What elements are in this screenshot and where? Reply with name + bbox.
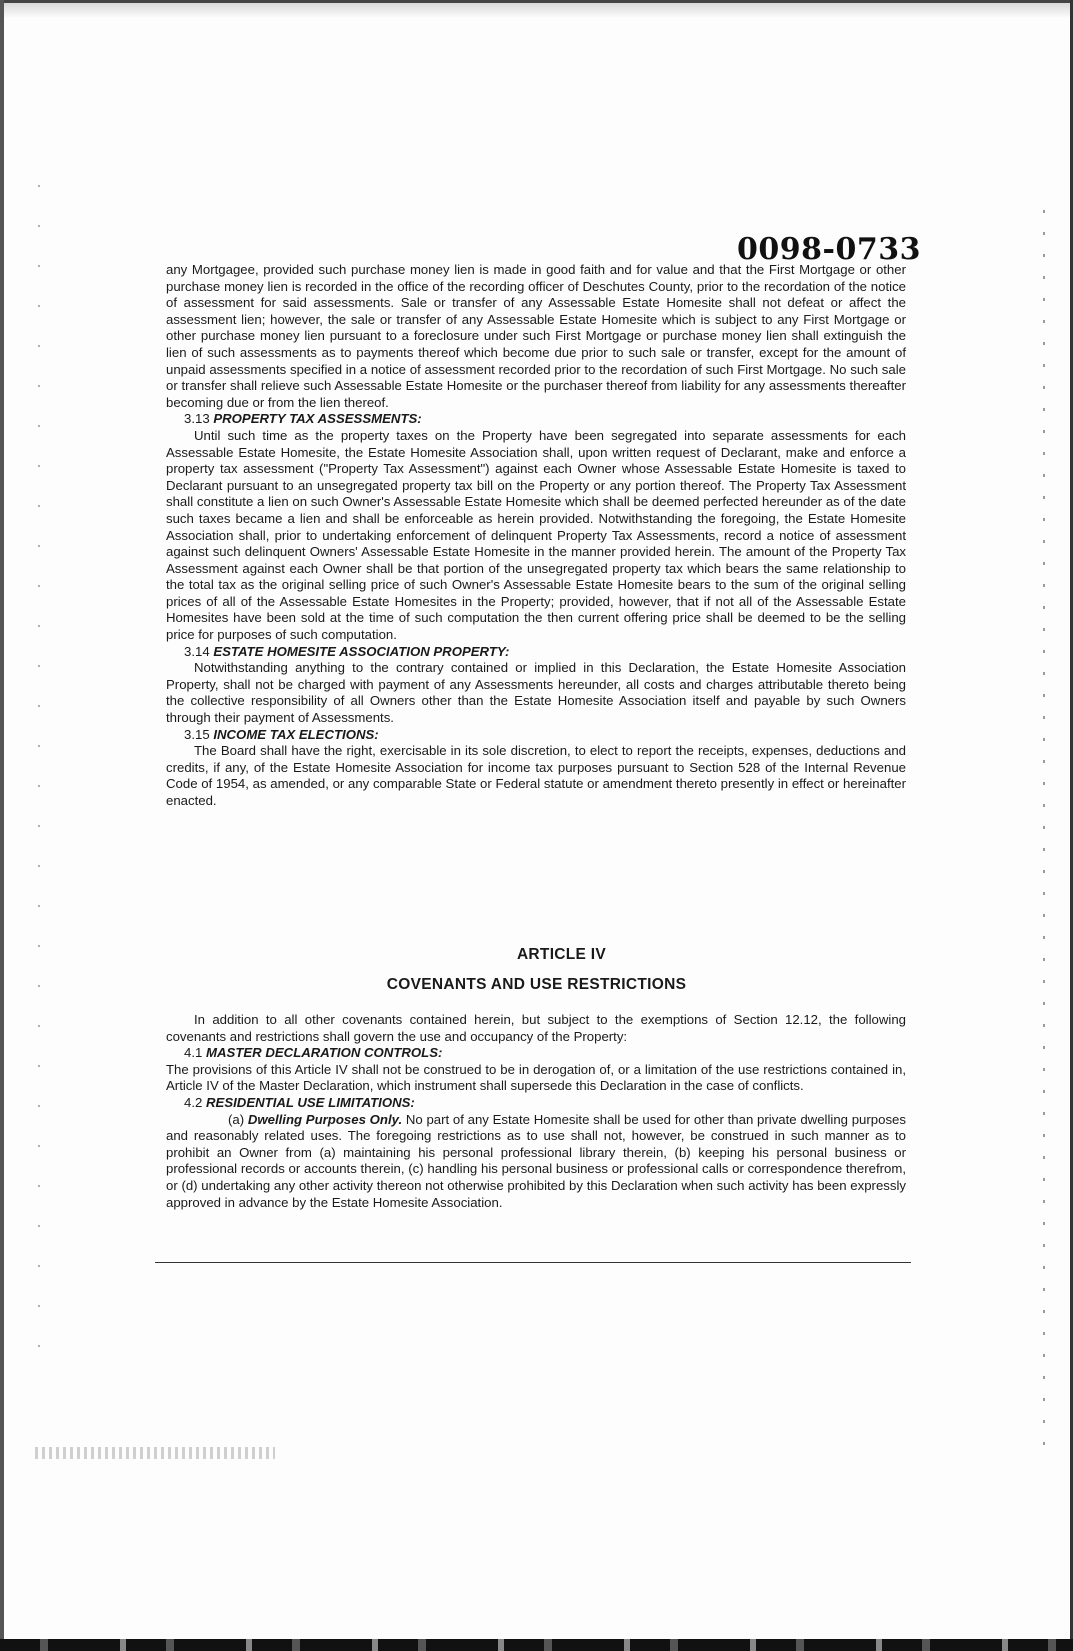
- upper-text-block: [166, 262, 906, 810]
- section-number: 4.1: [184, 1045, 203, 1061]
- scan-noise-left: [38, 185, 40, 1385]
- section-number: 3.13: [184, 411, 210, 427]
- lower-text-block: [166, 1012, 906, 1211]
- continuation-paragraph: any Mortgagee, provided such purchase money lien is made in good faith and for value and that the First Mortgage or other purchase money lien is recorded in the office of the recording officer of Deschutes County, prior to the recordation of the notice of assessment for said assessments. Sale or transfer of any Assessable Estate Homesite shall not defeat or affect the assessment lien; however, the sale or transfer of any Assessable Estate Homesite which is subject to any First Mortgage or other purchase money lien pursuant to a foreclosure under such First Mortgage or purchase money lien shall extinguish the lien of such assessments as to payments thereof which become due prior to such sale or transfer, except for the amount of unpaid assessments specified in a notice of assessment recorded prior to the recordation of such First Mortgage. No such sale or transfer shall relieve such Assessable Estate Homesite or the purchaser thereof from liability for any assessments thereafter becoming due or from the lien thereof.: [166, 262, 906, 410]
- subparagraph-title: Dwelling Purposes Only.: [247, 1111, 403, 1127]
- section-heading-4-2: [166, 1095, 906, 1112]
- subparagraph-text: No part of any Estate Homesite shall be used for other than private dwelling purposes and reasonably related uses. The foregoing restrictions as to use shall not, however, be construed in such manner as to prohibit an Owner from (a) maintaining his personal professional library therein, (b) keeping his personal business or professional records or accounts therein, (c) handling his personal business or professional calls or correspondence therefrom, or (d) undertaking any other activity thereon not otherwise prohibited by this Declaration when such activity has been expressly approved in advance by the Estate Homesite Association.: [166, 1111, 906, 1210]
- subparagraph-4-2-a: [166, 1112, 906, 1212]
- section-number: 4.2: [184, 1094, 203, 1110]
- article-subtitle: COVENANTS AND USE RESTRICTIONS: [386, 976, 687, 993]
- section-title: INCOME TAX ELECTIONS:: [213, 726, 379, 742]
- section-text-3-15: The Board shall have the right, exercisable in its sole discretion, to elect to report the receipts, expenses, deductions and credits, if any, of the Estate Homesite Association for income tax purposes pursuant to Section 528 of the Internal Revenue Code of 1954, as amended, or any comparable State or Federal statute or amendment thereto presently in effect or hereinafter enacted.: [166, 743, 906, 808]
- bottom-rule: [155, 1262, 911, 1263]
- section-text-3-14: Notwithstanding anything to the contrary contained or implied in this Declaration, the Estate Homesite Association Property, shall not be charged with payment of any Assessments hereunder, all costs and charges attributable thereto being the collective responsibility of all Owners other than the Estate Homesite Association itself and payable by such Owners through their payment of Assessments.: [166, 660, 906, 726]
- section-heading-3-15: [166, 727, 906, 744]
- section-text-4-1: The provisions of this Article IV shall not be construed to be in derogation of, or a limitation of the use restrictions contained in, Article IV of the Master Declaration, which instrument shall supersede this Declaration in the case of conflicts.: [166, 1061, 906, 1094]
- section-number: 3.14: [184, 643, 210, 659]
- document-number: 0098-0733: [737, 232, 921, 267]
- subparagraph-label: (a): [228, 1111, 245, 1127]
- scan-noise-right: [1043, 210, 1045, 1460]
- article-title: [0, 946, 1073, 964]
- scan-smudge: [35, 1447, 275, 1459]
- scan-edge-bottom: [0, 1639, 1073, 1651]
- section-heading-3-14: [166, 644, 906, 661]
- article-title-text: ARTICLE IV: [516, 946, 607, 963]
- article-intro: In addition to all other covenants contained herein, but subject to the exemptions of Section 12.12, the following covenants and restrictions shall govern the use and occupancy of the Property:: [166, 1012, 906, 1044]
- section-number: 3.15: [184, 726, 210, 742]
- section-title: RESIDENTIAL USE LIMITATIONS:: [206, 1094, 415, 1110]
- scan-edge-top: [0, 0, 1073, 19]
- section-heading-4-1: [166, 1045, 906, 1062]
- section-heading-3-13: [166, 411, 906, 428]
- section-title: ESTATE HOMESITE ASSOCIATION PROPERTY:: [213, 643, 510, 659]
- scan-edge-left: [0, 0, 4, 1651]
- section-text-3-13: Until such time as the property taxes on the Property have been segregated into separate assessments for each Assessable Estate Homesite, the Estate Homesite Association shall, upon written request of Declarant, make and enforce a property tax assessment ("Property Tax Assessment") against each Owner whose Assessable Estate Homesite is taxed to Declarant pursuant to an unsegregated property tax bill on the Property or any portion thereof. The Property Tax Assessment shall constitute a lien on such Owner's Assessable Estate Homesite which shall be deemed perfected hereunder as of the date such taxes became a lien and shall be enforceable as herein provided. Notwithstanding the foregoing, the Estate Homesite Association shall, prior to undertaking enforcement of delinquent Property Tax Assessments, record a notice of assessment against such delinquent Owners' Assessable Estate Homesite in the manner provided herein. The amount of the Property Tax Assessment against each Owner shall be that portion of the unsegregated property tax which bears the same relationship to the total tax as the original selling price of such Owner's Assessable Estate Homesite bears to the sum of the original selling prices of all of the Assessable Estate Homesites in the Property; provided, however, that if not all of the Assessable Estate Homesites have been sold at the time of such computation the then current offering price shall be deemed to be the selling price for purposes of such computation.: [166, 427, 906, 643]
- section-title: MASTER DECLARATION CONTROLS:: [206, 1045, 443, 1061]
- section-title: PROPERTY TAX ASSESSMENTS:: [213, 411, 422, 427]
